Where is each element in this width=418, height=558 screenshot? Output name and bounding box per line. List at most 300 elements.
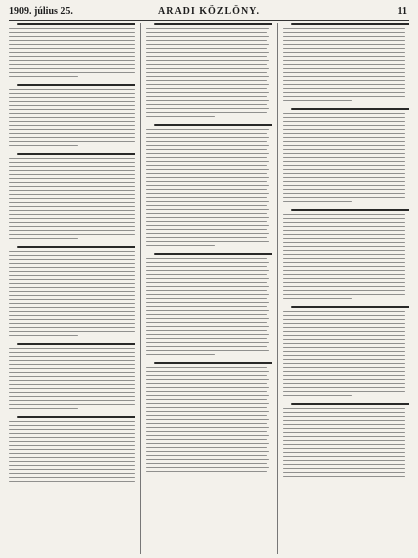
text-line	[146, 201, 269, 203]
text-line	[9, 93, 135, 95]
text-line	[146, 169, 269, 171]
text-line	[146, 56, 267, 58]
text-line	[283, 428, 405, 430]
text-line	[283, 408, 405, 410]
text-line	[283, 68, 405, 70]
text-line	[283, 28, 405, 30]
text-line	[283, 456, 405, 458]
text-line	[283, 387, 405, 389]
article-gap	[9, 412, 135, 414]
text-line	[9, 194, 135, 196]
text-line	[9, 421, 135, 423]
text-line	[146, 213, 267, 215]
text-line	[283, 323, 405, 325]
text-line	[146, 245, 215, 247]
article-gap	[283, 399, 409, 401]
text-line	[9, 222, 135, 224]
text-line	[146, 383, 267, 385]
text-line	[283, 464, 405, 466]
text-line	[146, 371, 269, 373]
text-line	[9, 299, 135, 301]
text-line	[9, 307, 135, 309]
text-line	[283, 359, 405, 361]
text-line	[9, 287, 135, 289]
text-line	[146, 145, 269, 147]
text-line	[283, 52, 405, 54]
text-line	[283, 88, 405, 90]
text-line	[9, 170, 135, 172]
text-line	[9, 121, 135, 123]
text-line	[146, 467, 269, 469]
text-line	[9, 477, 135, 479]
text-line	[146, 205, 267, 207]
text-line	[283, 383, 405, 385]
text-line	[146, 334, 269, 336]
text-line	[283, 452, 405, 454]
text-line	[9, 303, 135, 305]
column-rule	[277, 23, 278, 554]
text-line	[146, 193, 269, 195]
text-line	[283, 367, 405, 369]
text-line	[9, 190, 135, 192]
text-line	[9, 56, 135, 58]
text-line	[283, 125, 405, 127]
text-line	[283, 432, 405, 434]
text-line	[283, 339, 405, 341]
column-1	[9, 23, 135, 554]
text-line	[146, 274, 267, 276]
article-gap	[283, 205, 409, 207]
text-line	[146, 84, 269, 86]
text-line	[283, 214, 405, 216]
column-3	[283, 23, 409, 554]
text-line	[146, 189, 267, 191]
text-line	[146, 100, 269, 102]
text-line	[9, 109, 135, 111]
text-line	[283, 129, 405, 131]
text-line	[146, 48, 267, 50]
text-line	[9, 376, 135, 378]
text-line	[9, 372, 135, 374]
text-line	[146, 92, 269, 94]
article-headline-line	[154, 253, 272, 255]
text-line	[283, 246, 405, 248]
page-header	[9, 4, 409, 21]
text-line	[9, 380, 135, 382]
text-line	[283, 468, 405, 470]
text-line	[283, 424, 405, 426]
text-line	[146, 463, 267, 465]
text-line	[146, 149, 267, 151]
text-line	[9, 64, 135, 66]
text-line	[146, 88, 267, 90]
text-line	[283, 412, 405, 414]
text-line	[283, 327, 405, 329]
text-line	[283, 294, 405, 296]
text-line	[9, 481, 135, 483]
article-gap	[146, 120, 272, 122]
text-line	[9, 271, 135, 273]
text-line	[9, 429, 135, 431]
text-line	[9, 323, 135, 325]
text-line	[283, 444, 405, 446]
text-line	[283, 149, 405, 151]
article-headline-line	[154, 124, 272, 126]
text-line	[9, 461, 135, 463]
text-line	[146, 104, 267, 106]
text-line	[283, 80, 405, 82]
text-line	[283, 197, 405, 199]
text-line	[9, 52, 135, 54]
text-line	[283, 448, 405, 450]
text-line	[9, 453, 135, 455]
text-line	[146, 439, 267, 441]
text-line	[9, 364, 135, 366]
text-line	[146, 403, 269, 405]
text-line	[283, 165, 405, 167]
text-line	[9, 263, 135, 265]
text-line	[9, 437, 135, 439]
text-line	[9, 356, 135, 358]
article-headline-line	[291, 209, 409, 211]
text-line	[283, 44, 405, 46]
text-line	[146, 80, 267, 82]
article-headline-line	[291, 108, 409, 110]
text-line	[9, 28, 135, 30]
text-line	[9, 113, 135, 115]
text-line	[283, 319, 405, 321]
text-line	[283, 193, 405, 195]
text-line	[283, 218, 405, 220]
article-gap	[9, 149, 135, 151]
text-line	[146, 326, 269, 328]
text-line	[283, 278, 405, 280]
text-line	[9, 60, 135, 62]
text-line	[283, 40, 405, 42]
text-line	[9, 392, 135, 394]
text-line	[9, 76, 78, 78]
text-line	[146, 217, 269, 219]
text-line	[146, 229, 267, 231]
text-line	[9, 473, 135, 475]
article-headline-line	[291, 403, 409, 405]
text-line	[146, 241, 269, 243]
text-line	[146, 262, 269, 264]
text-line	[283, 347, 405, 349]
text-line	[283, 286, 405, 288]
text-line	[9, 234, 135, 236]
article-gap	[146, 249, 272, 251]
text-line	[283, 161, 405, 163]
text-line	[283, 391, 405, 393]
text-line	[283, 258, 405, 260]
text-line	[9, 441, 135, 443]
text-line	[283, 298, 352, 300]
text-line	[146, 379, 269, 381]
text-line	[146, 290, 267, 292]
text-line	[9, 89, 135, 91]
text-line	[283, 72, 405, 74]
text-line	[9, 275, 135, 277]
text-line	[283, 189, 405, 191]
text-line	[283, 315, 405, 317]
text-line	[283, 250, 405, 252]
text-line	[146, 455, 267, 457]
text-line	[146, 68, 269, 70]
text-line	[146, 447, 267, 449]
text-line	[283, 157, 405, 159]
text-line	[9, 291, 135, 293]
text-line	[283, 379, 405, 381]
text-line	[9, 125, 135, 127]
text-line	[283, 169, 405, 171]
text-line	[9, 267, 135, 269]
text-line	[283, 48, 405, 50]
text-line	[9, 36, 135, 38]
text-line	[146, 411, 269, 413]
text-line	[146, 108, 269, 110]
text-line	[283, 60, 405, 62]
text-line	[146, 419, 269, 421]
text-line	[283, 32, 405, 34]
text-line	[146, 76, 269, 78]
text-line	[283, 64, 405, 66]
text-line	[146, 185, 269, 187]
text-line	[146, 471, 267, 473]
text-line	[283, 371, 405, 373]
text-columns	[9, 23, 409, 554]
article-headline-line	[17, 246, 135, 248]
text-line	[9, 145, 78, 147]
text-line	[283, 343, 405, 345]
text-line	[146, 415, 267, 417]
text-line	[146, 133, 267, 135]
text-line	[9, 48, 135, 50]
text-line	[283, 226, 405, 228]
text-line	[283, 234, 405, 236]
text-line	[146, 318, 269, 320]
text-line	[146, 96, 267, 98]
article-headline-line	[17, 416, 135, 418]
text-line	[283, 472, 405, 474]
text-line	[9, 283, 135, 285]
text-line	[9, 279, 135, 281]
text-line	[9, 388, 135, 390]
text-line	[146, 294, 269, 296]
article-headline-line	[17, 153, 135, 155]
text-line	[9, 311, 135, 313]
text-line	[146, 129, 269, 131]
text-line	[146, 278, 269, 280]
text-line	[283, 201, 352, 203]
text-line	[146, 350, 269, 352]
article-gap	[283, 302, 409, 304]
text-line	[283, 282, 405, 284]
text-line	[283, 133, 405, 135]
text-line	[146, 354, 215, 356]
text-line	[283, 420, 405, 422]
text-line	[283, 460, 405, 462]
text-line	[9, 202, 135, 204]
text-line	[283, 145, 405, 147]
text-line	[146, 137, 269, 139]
text-line	[9, 408, 78, 410]
text-line	[9, 210, 135, 212]
text-line	[283, 242, 405, 244]
article-headline-line	[154, 362, 272, 364]
text-line	[9, 72, 135, 74]
text-line	[9, 174, 135, 176]
column-rule	[140, 23, 141, 554]
text-line	[283, 254, 405, 256]
text-line	[146, 431, 267, 433]
text-line	[283, 262, 405, 264]
text-line	[146, 423, 267, 425]
text-line	[283, 173, 405, 175]
text-line	[9, 141, 135, 143]
text-line	[283, 185, 405, 187]
text-line	[9, 465, 135, 467]
text-line	[9, 230, 135, 232]
text-line	[283, 230, 405, 232]
text-line	[283, 56, 405, 58]
text-line	[146, 225, 269, 227]
text-line	[283, 84, 405, 86]
text-line	[146, 459, 269, 461]
article-gap	[9, 80, 135, 82]
text-line	[146, 237, 267, 239]
text-line	[283, 375, 405, 377]
text-line	[146, 181, 267, 183]
text-line	[146, 338, 267, 340]
text-line	[146, 342, 269, 344]
text-line	[9, 331, 135, 333]
text-line	[283, 113, 405, 115]
text-line	[9, 97, 135, 99]
text-line	[283, 440, 405, 442]
text-line	[146, 407, 267, 409]
text-line	[9, 396, 135, 398]
text-line	[283, 363, 405, 365]
article-headline-line	[17, 343, 135, 345]
text-line	[9, 40, 135, 42]
text-line	[9, 238, 78, 240]
text-line	[146, 330, 267, 332]
text-line	[283, 270, 405, 272]
article-gap	[146, 358, 272, 360]
text-line	[146, 141, 267, 143]
text-line	[146, 72, 267, 74]
text-line	[283, 476, 405, 478]
article-headline-line	[291, 306, 409, 308]
text-line	[146, 116, 215, 118]
text-line	[283, 141, 405, 143]
newspaper-title: ARADI KÖZLÖNY.	[158, 6, 260, 17]
text-line	[146, 310, 269, 312]
text-line	[9, 348, 135, 350]
text-line	[146, 322, 267, 324]
article-headline-line	[17, 84, 135, 86]
text-line	[146, 32, 267, 34]
text-line	[146, 298, 267, 300]
text-line	[146, 306, 267, 308]
text-line	[9, 400, 135, 402]
text-line	[9, 425, 135, 427]
text-line	[146, 28, 269, 30]
text-line	[146, 221, 267, 223]
text-line	[146, 258, 267, 260]
article-gap	[9, 339, 135, 341]
text-line	[146, 177, 269, 179]
text-line	[146, 161, 269, 163]
text-line	[146, 435, 269, 437]
text-line	[146, 399, 267, 401]
text-line	[9, 129, 135, 131]
text-line	[9, 226, 135, 228]
text-line	[283, 395, 352, 397]
text-line	[9, 162, 135, 164]
article-gap	[283, 104, 409, 106]
text-line	[146, 314, 267, 316]
text-line	[283, 355, 405, 357]
text-line	[283, 290, 405, 292]
text-line	[146, 173, 267, 175]
text-line	[146, 286, 269, 288]
text-line	[146, 302, 269, 304]
text-line	[146, 375, 267, 377]
text-line	[9, 198, 135, 200]
text-line	[9, 178, 135, 180]
text-line	[146, 44, 269, 46]
text-line	[283, 177, 405, 179]
article-headline-line	[154, 23, 272, 25]
text-line	[146, 165, 267, 167]
text-line	[9, 469, 135, 471]
text-line	[283, 137, 405, 139]
text-line	[9, 319, 135, 321]
text-line	[146, 391, 267, 393]
text-line	[9, 368, 135, 370]
text-line	[9, 158, 135, 160]
text-line	[283, 238, 405, 240]
text-line	[283, 92, 405, 94]
text-line	[9, 105, 135, 107]
text-line	[283, 351, 405, 353]
article-gap	[9, 242, 135, 244]
text-line	[9, 259, 135, 261]
text-line	[283, 436, 405, 438]
text-line	[283, 311, 405, 313]
text-line	[146, 60, 269, 62]
text-line	[9, 327, 135, 329]
text-line	[146, 112, 267, 114]
text-line	[283, 266, 405, 268]
text-line	[146, 443, 269, 445]
text-line	[9, 166, 135, 168]
text-line	[9, 117, 135, 119]
text-line	[9, 218, 135, 220]
text-line	[146, 209, 269, 211]
article-headline-line	[291, 23, 409, 25]
text-line	[283, 153, 405, 155]
text-line	[9, 133, 135, 135]
text-line	[146, 64, 267, 66]
text-line	[283, 335, 405, 337]
text-line	[146, 40, 267, 42]
text-line	[9, 352, 135, 354]
text-line	[9, 445, 135, 447]
text-line	[283, 331, 405, 333]
